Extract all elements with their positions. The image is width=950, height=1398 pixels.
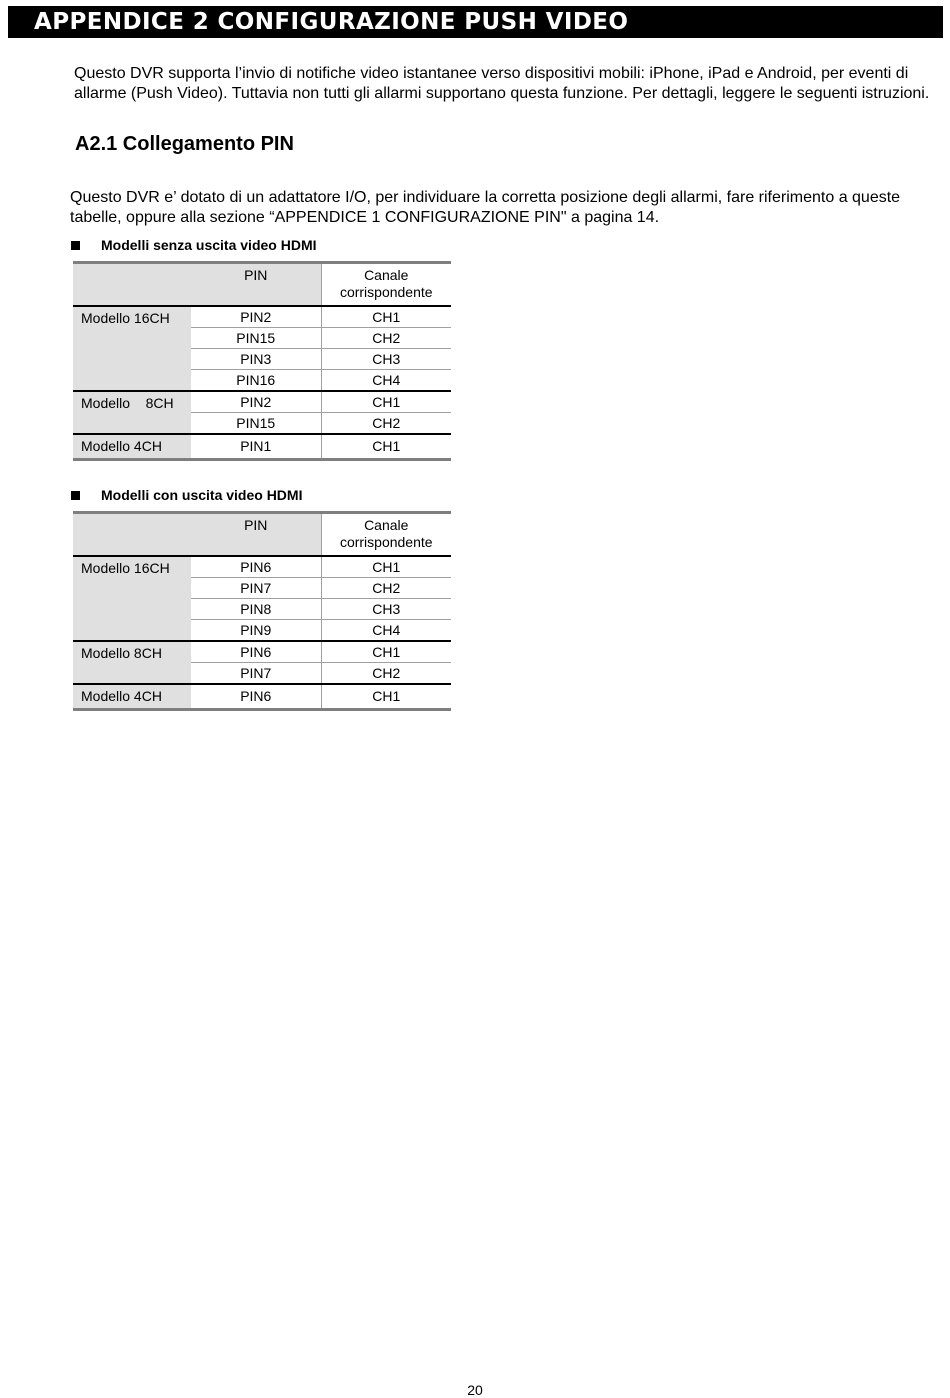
pin-cell: PIN9 [191, 620, 321, 642]
channel-cell: CH1 [372, 438, 401, 454]
model-cell: Modello 8CH [73, 641, 191, 684]
header-corner-cell [73, 263, 191, 307]
pin-cell: PIN6 [191, 556, 321, 578]
pin-cell: PIN7 [191, 663, 321, 685]
pin-cell: PIN15 [191, 328, 321, 349]
square-bullet-icon [71, 241, 80, 250]
pin-cell: PIN1 [191, 434, 321, 460]
header-pin: PIN [191, 263, 321, 307]
table-1-caption [70, 236, 317, 254]
table-row [73, 641, 451, 663]
channel-cell: CH2 [321, 578, 451, 599]
header-channel: Canale corrispondente [321, 513, 451, 557]
pin-cell: PIN7 [191, 578, 321, 599]
channel-cell: CH1 [321, 391, 451, 413]
channel-cell: CH3 [321, 349, 451, 370]
model-cell: Modello 4CH [73, 434, 191, 460]
channel-cell: CH1 [372, 688, 401, 704]
pin-cell: PIN15 [191, 413, 321, 435]
pin-cell: PIN2 [191, 306, 321, 328]
channel-cell: CH2 [321, 663, 451, 685]
model-cell: Modello 16CH [73, 556, 191, 641]
table-row [73, 556, 451, 578]
model-cell: Modello 4CH [73, 684, 191, 710]
pin-cell: PIN3 [191, 349, 321, 370]
channel-cell: CH3 [321, 599, 451, 620]
table-row [73, 684, 451, 710]
intro-paragraph: Questo DVR supporta l’invio di notifiche video istantanee verso dispositivi mobili: iPhone, iPad e Android, per eventi di allarme (Push Video). Tuttavia non tutti gli allarmi supportano questa funzione. Per dettagli, leggere le seguenti istruzioni. [74, 65, 930, 102]
table-1-caption-text: Modelli senza uscita video HDMI [101, 237, 317, 253]
appendix-header-bar [8, 6, 943, 38]
square-bullet-icon [71, 491, 80, 500]
table-row [73, 306, 451, 328]
channel-cell: CH1 [321, 306, 451, 328]
page-number: 20 [467, 1382, 483, 1398]
table-2-caption-text: Modelli con uscita video HDMI [101, 487, 303, 503]
appendix-title: APPENDICE 2 CONFIGURAZIONE PUSH VIDEO [34, 9, 629, 35]
pin-cell: PIN8 [191, 599, 321, 620]
table-row [73, 391, 451, 413]
model-cell: Modello 16CH [73, 306, 191, 391]
pin-cell: PIN2 [191, 391, 321, 413]
header-corner-cell [73, 513, 191, 557]
table-row [73, 434, 451, 460]
channel-cell: CH4 [321, 370, 451, 392]
section-heading: A2.1 Collegamento PIN [75, 133, 294, 155]
table-header-row [73, 263, 451, 307]
pin-cell: PIN16 [191, 370, 321, 392]
table-2-caption [70, 486, 302, 504]
pin-cell: PIN6 [191, 684, 321, 710]
channel-cell: CH1 [321, 556, 451, 578]
header-channel: Canale corrispondente [321, 263, 451, 307]
header-pin: PIN [191, 513, 321, 557]
channel-cell: CH2 [321, 328, 451, 349]
table-header-row [73, 513, 451, 557]
section-paragraph: Questo DVR e’ dotato di un adattatore I/O, per individuare la corretta posizione degli allarmi, fare riferimento a queste tabelle, oppure alla sezione “APPENDICE 1 CONFIGURAZIONE PIN" a pagina 14. [70, 189, 901, 226]
model-cell: Modello 8CH [73, 391, 191, 434]
channel-cell: CH2 [321, 413, 451, 435]
pin-table-hdmi [73, 511, 451, 711]
channel-cell: CH4 [321, 620, 451, 642]
pin-table-no-hdmi [73, 261, 451, 461]
channel-cell: CH1 [321, 641, 451, 663]
pin-cell: PIN6 [191, 641, 321, 663]
